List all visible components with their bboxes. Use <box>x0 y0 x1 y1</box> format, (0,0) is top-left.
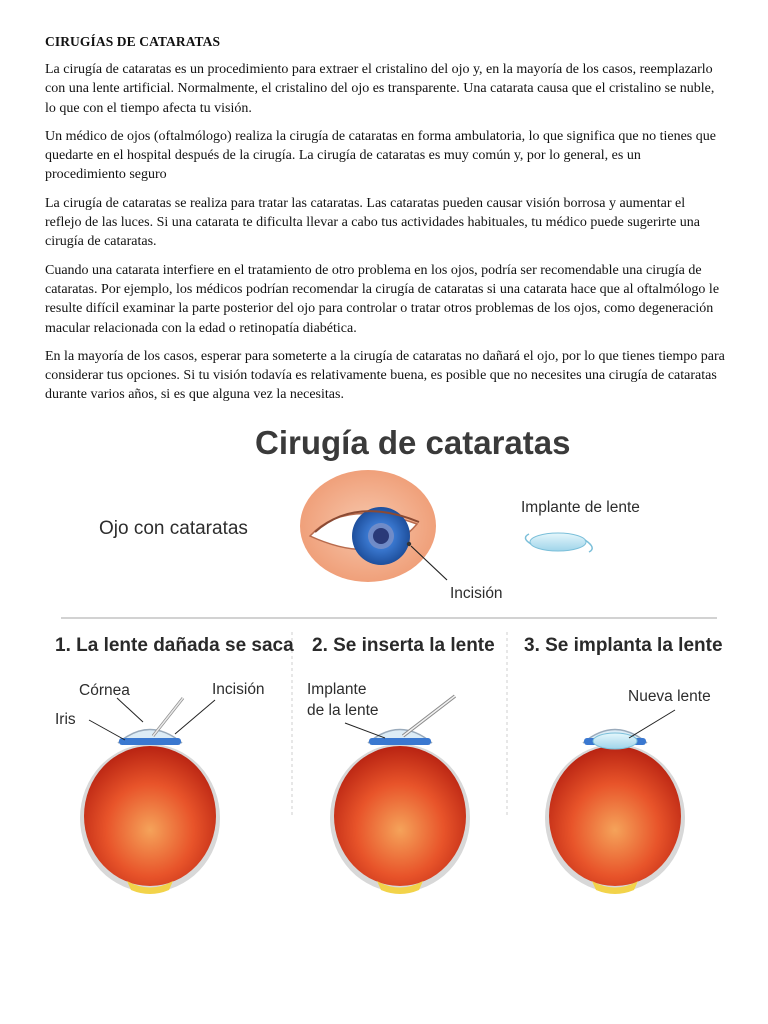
paragraph-1: La cirugía de cataratas es un procedimiento para extraer el cristalino del ojo y, en la mayoría de los casos, reemplazarlo con una lente artificial. Normalmente, el cristalino del ojo es transparente. Una catarata causa que el cristalino se nuble, lo que con el tiempo afecta tu visión. <box>45 62 715 116</box>
implant-label-line-1: Implante <box>307 681 367 698</box>
step-1-title: 1. La lente dañada se saca <box>55 635 294 656</box>
cornea-label: Córnea <box>79 682 130 699</box>
new-lens-label: Nueva lente <box>628 688 711 705</box>
step-2-title: 2. Se inserta la lente <box>312 635 495 656</box>
lens-implant-label: Implante de lente <box>521 499 640 516</box>
iris-label: Iris <box>55 711 76 728</box>
infographic-canvas <box>45 418 725 898</box>
paragraph-4: Cuando una catarata interfiere en el tratamiento de otro problema en los ojos, podría ser recomendable una cirugía de cataratas. Por ejemplo, los médicos podrían recomendar la cirugía de cataratas si una catarata hace que al oftalmólogo le resulte difícil examinar la parte posterior del ojo para controlar o tratar otros problemas de los ojos, como degeneración macular relacionada con la edad o retinopatía diabética. <box>45 262 720 336</box>
infographic-title: Cirugía de cataratas <box>255 424 571 461</box>
paragraph-2: Un médico de ojos (oftalmólogo) realiza la cirugía de cataratas en forma ambulatoria, lo que significa que no tienes que quedarte en el hospital después de la cirugía. La cirugía de cataratas es muy común y, por lo general, es un procedimiento seguro <box>45 128 716 183</box>
paragraph-5: En la mayoría de los casos, esperar para someterte a la cirugía de cataratas no dañará el ojo, por lo que tienes tiempo para considerar tus opciones. Si tu visión todavía es relativamente buena, es posible que no necesites una cirugía de cataratas durante varios años, si es que alguna vez la necesitas. <box>45 348 725 403</box>
cataract-eye-label: Ojo con cataratas <box>99 518 248 539</box>
paragraph-3: La cirugía de cataratas se realiza para tratar las cataratas. Las cataratas pueden causar visión borrosa y aumentar el reflejo de las luces. Si una catarata te dificulta llevar a cabo tus actividades habituales, tu médico puede sugerirte una cirugía de cataratas. <box>45 195 701 250</box>
implant-label-line-2: de la lente <box>307 702 379 719</box>
step-2-eyeball-diagram <box>330 696 470 894</box>
step-1-eyeball-diagram <box>80 698 220 894</box>
cataract-surgery-infographic <box>45 418 725 898</box>
step-1-incision-label: Incisión <box>212 681 265 698</box>
document-title: CIRUGÍAS DE CATARATAS <box>45 34 221 49</box>
cataract-eye-illustration <box>300 470 447 582</box>
lens-implant-icon <box>525 533 592 552</box>
document-page <box>45 34 725 414</box>
step-3-title: 3. Se implanta la lente <box>524 635 723 656</box>
step-3-eyeball-diagram <box>545 710 685 894</box>
incision-label: Incisión <box>450 585 503 602</box>
